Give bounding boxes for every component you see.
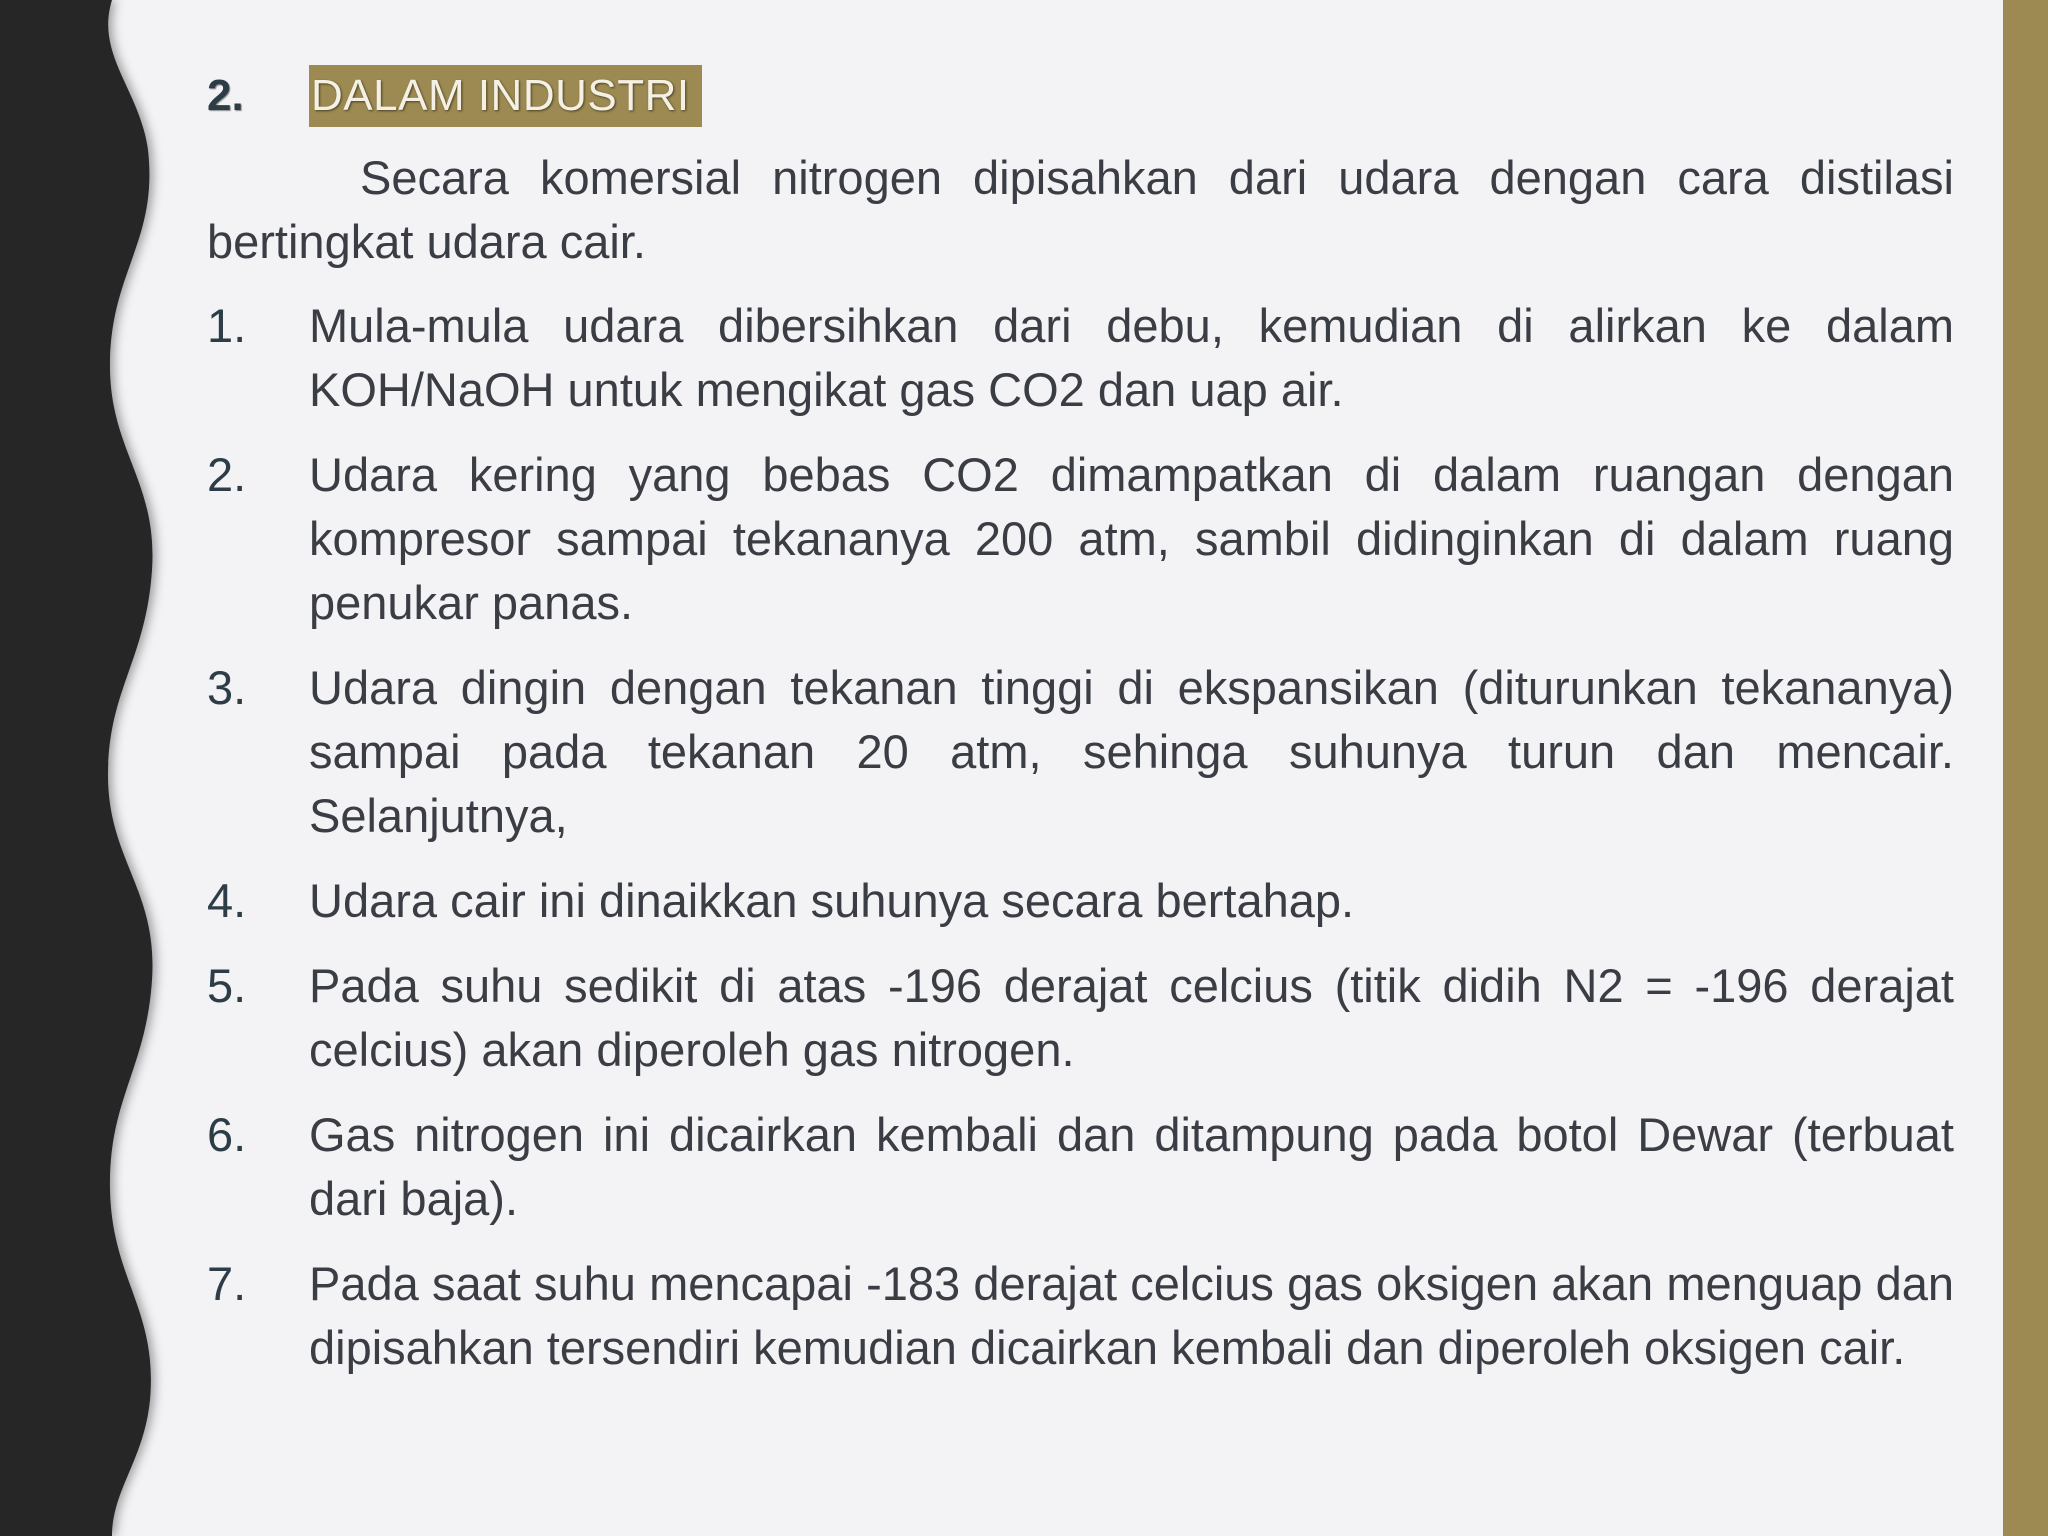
list-item-number: 1. — [207, 299, 247, 352]
list-item-text: Udara kering yang bebas CO2 dimampatkan di dalam ruangan dengan kompresor sampai tekananya 200 atm, sambil didinginkan di dalam ruang penukar panas. — [309, 448, 1954, 629]
list-item — [207, 294, 1954, 422]
steps-list — [207, 294, 1954, 1380]
list-item-number: 6. — [207, 1108, 247, 1161]
list-item — [207, 1252, 1954, 1380]
list-item-number: 5. — [207, 959, 247, 1012]
slide-content — [207, 62, 1954, 1401]
left-wave-decoration — [0, 0, 170, 1536]
list-item — [207, 443, 1954, 635]
list-item — [207, 656, 1954, 848]
list-item-text: Pada suhu sedikit di atas -196 derajat celcius (titik didih N2 = -196 derajat celcius) akan diperoleh gas nitrogen. — [309, 959, 1954, 1076]
list-item — [207, 1103, 1954, 1231]
list-item-number: 4. — [207, 874, 247, 927]
list-item — [207, 954, 1954, 1082]
section-heading — [207, 62, 1954, 130]
right-accent-bar — [2003, 0, 2048, 1536]
list-item-text: Udara dingin dengan tekanan tinggi di ekspansikan (diturunkan tekananya) sampai pada tekanan 20 atm, sehinga suhunya turun dan mencair. Selanjutnya, — [309, 661, 1954, 842]
section-number: 2. — [207, 71, 244, 120]
list-item-text: Gas nitrogen ini dicairkan kembali dan ditampung pada botol Dewar (terbuat dari baja). — [309, 1108, 1954, 1225]
section-title: DALAM INDUSTRI — [309, 65, 702, 127]
list-item-number: 2. — [207, 448, 247, 501]
list-item — [207, 869, 1954, 933]
list-item-number: 7. — [207, 1257, 247, 1310]
intro-paragraph: Secara komersial nitrogen dipisahkan dari udara dengan cara distilasi bertingkat udara cair. — [207, 151, 1954, 268]
list-item-text: Pada saat suhu mencapai -183 derajat celcius gas oksigen akan menguap dan dipisahkan tersendiri kemudian dicairkan kembali dan diperoleh oksigen cair. — [309, 1257, 1954, 1374]
list-item-number: 3. — [207, 661, 247, 714]
list-item-text: Mula-mula udara dibersihkan dari debu, kemudian di alirkan ke dalam KOH/NaOH untuk mengikat gas CO2 dan uap air. — [309, 299, 1954, 416]
list-item-text: Udara cair ini dinaikkan suhunya secara bertahap. — [309, 874, 1355, 927]
